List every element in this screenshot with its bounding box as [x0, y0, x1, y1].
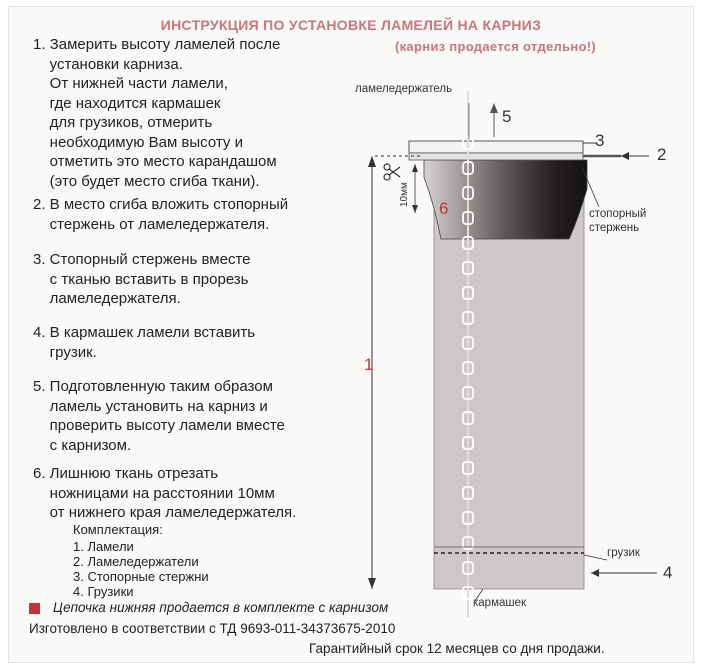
- lamella-fabric: [434, 189, 584, 589]
- lamella-diagram: [9, 7, 693, 662]
- holder-plate: [409, 141, 583, 153]
- label-weight: грузик: [607, 547, 640, 559]
- kit-item-1: 1. Ламели: [73, 539, 134, 554]
- chain-note: Цепочка нижняя продается в комплекте с карнизом: [53, 600, 389, 615]
- kit-item-4: 4. Грузики: [73, 584, 134, 599]
- warranty-note: Гарантийный срок 12 месяцев со дня продажи.: [309, 641, 605, 656]
- label-number-6: 6: [439, 199, 449, 218]
- holder-base: [409, 153, 583, 160]
- step-3: 3. Стопорный стержень вместе с тканью вставить в прорезь ламеледержателя.: [33, 251, 251, 307]
- label-number-1: 1: [364, 355, 374, 374]
- step-4: 4. В кармашек ламели вставить грузик.: [33, 324, 256, 361]
- label-number-4: 4: [663, 563, 673, 582]
- page-title: ИНСТРУКЦИЯ ПО УСТАНОВКЕ ЛАМЕЛЕЙ НА КАРНИЗ: [160, 17, 542, 33]
- label-holder: ламеледержатель: [355, 83, 453, 95]
- label-number-3: 3: [595, 131, 605, 150]
- page-subtitle: (карниз продается отдельно!): [395, 39, 597, 54]
- scissors-icon: [384, 164, 400, 180]
- label-10mm: 10мм: [399, 182, 410, 207]
- kit-item-3: 3. Стопорные стержни: [73, 569, 209, 584]
- kit-heading: Комплектация:: [73, 522, 163, 537]
- instruction-sheet: [8, 6, 694, 663]
- label-pocket: кармашек: [473, 597, 527, 609]
- step-5: 5. Подготовленную таким образом ламель установить на карниз и проверить высоту ламели вместе с карнизом.: [33, 378, 285, 454]
- label-stopper-rod: стопорный стержень: [589, 208, 647, 234]
- label-number-2: 2: [657, 145, 667, 164]
- step-6: 6. Лишнюю ткань отрезать ножницами на расстоянии 10мм от нижнего края ламеледержателя.: [33, 465, 297, 521]
- kit-item-2: 2. Ламеледержатели: [73, 554, 199, 569]
- label-number-5: 5: [502, 107, 512, 126]
- step-1: 1. Замерить высоту ламелей после установки карниза. От нижней части ламели, где находится кармашек для грузиков, отмерить необходимую Вам высоту и отметить это место карандашом (это будет место сгиба ткани).: [33, 36, 281, 190]
- standard-note: Изготовлено в соответствии с ТД 9693-011-34373675-2010: [29, 621, 396, 636]
- step-2: 2. В место сгиба вложить стопорный стержень от ламеледержателя.: [33, 196, 289, 233]
